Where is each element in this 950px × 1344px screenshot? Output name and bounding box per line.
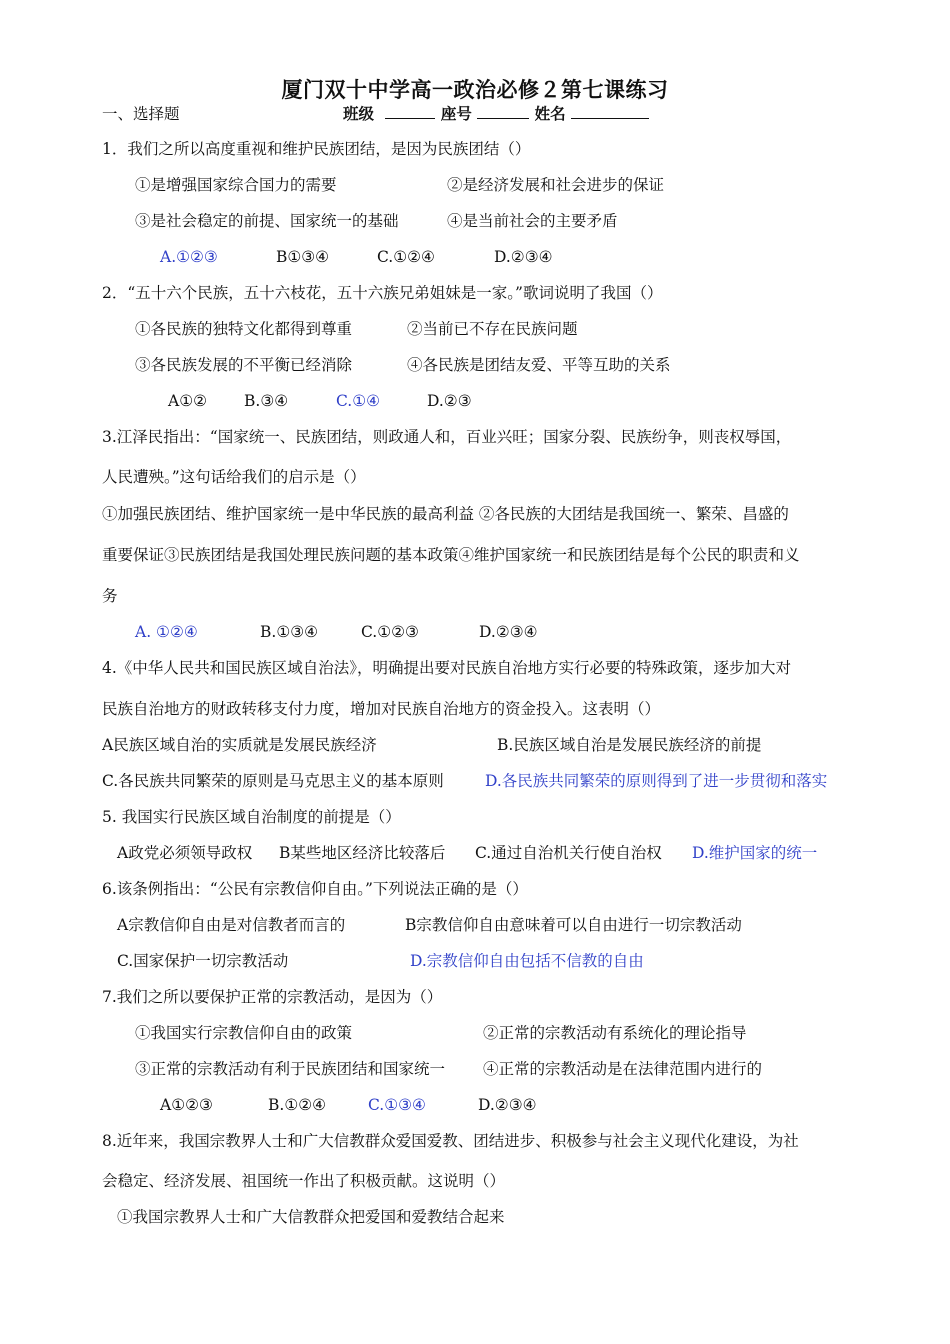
q1-statement-3: ③是社会稳定的前提、国家统一的基础 xyxy=(135,212,399,230)
q1-stem: 1．我们之所以高度重视和维护民族团结，是因为民族团结（） xyxy=(102,140,531,158)
q7-choices xyxy=(160,1095,537,1115)
q1-choices xyxy=(160,247,553,267)
q5-choices xyxy=(117,843,817,863)
q6-choice-c: C.国家保护一切宗教活动 xyxy=(117,952,289,970)
q8-statement-1: ①我国宗教界人士和广大信教群众把爱国和爱教结合起来 xyxy=(117,1208,505,1226)
q4-stem-line-2: 民族自治地方的财政转移支付力度，增加对民族自治地方的资金投入。这表明（） xyxy=(102,700,661,718)
q4-choice-b: B.民族区域自治是发展民族经济的前提 xyxy=(497,736,762,754)
q2-choice-b: B.③④ xyxy=(244,392,289,410)
q3-statements-line-2: 重要保证③民族团结是我国处理民族问题的基本政策④维护国家统一和民族团结是每个公民的职责和义 xyxy=(102,546,800,564)
q2-statement-3: ③各民族发展的不平衡已经消除 xyxy=(135,356,353,374)
q1-choice-a: A.①②③ xyxy=(160,248,218,266)
q7-statement-3: ③正常的宗教活动有利于民族团结和国家统一 xyxy=(135,1060,446,1078)
q5-choice-d: D.维护国家的统一 xyxy=(692,844,818,862)
q2-choice-d: D.②③ xyxy=(427,392,472,410)
q4-choice-c: C.各民族共同繁荣的原则是马克思主义的基本原则 xyxy=(102,772,444,790)
q6-choice-a: A宗教信仰自由是对信教者而言的 xyxy=(117,916,346,934)
q2-statement-4: ④各民族是团结友爱、平等互助的关系 xyxy=(407,356,671,374)
q2-choice-a: A①② xyxy=(168,392,207,410)
q3-statements-line-3: 务 xyxy=(102,587,118,605)
seat-blank xyxy=(477,104,529,119)
seat-label: 座号 xyxy=(440,104,472,123)
q7-choice-d: D.②③④ xyxy=(478,1096,537,1114)
q7-stem: 7.我们之所以要保护正常的宗教活动，是因为（） xyxy=(102,988,443,1006)
section-heading: 一、选择题 xyxy=(102,105,180,123)
q6-stem: 6.该条例指出：“公民有宗教信仰自由。”下列说法正确的是（） xyxy=(102,880,528,898)
q7-statement-1: ①我国实行宗教信仰自由的政策 xyxy=(135,1024,353,1042)
q7-statement-2: ②正常的宗教活动有系统化的理论指导 xyxy=(483,1024,747,1042)
page-title: 厦门双十中学高一政治必修２第七课练习 xyxy=(281,77,669,102)
q1-choice-d: D.②③④ xyxy=(494,248,553,266)
q1-choice-c: C.①②④ xyxy=(377,248,435,266)
q2-stem: 2．“五十六个民族，五十六枝花，五十六族兄弟姐妹是一家。”歌词说明了我国（） xyxy=(102,284,663,302)
q3-choice-a: A. ①②④ xyxy=(135,623,198,641)
q7-choice-c: C.①③④ xyxy=(368,1096,426,1114)
q5-choice-c: C.通过自治机关行使自治权 xyxy=(475,844,662,862)
q4-choice-a: A民族区域自治的实质就是发展民族经济 xyxy=(102,736,377,754)
q3-choice-b: B.①③④ xyxy=(260,623,319,641)
q2-choices xyxy=(168,391,472,411)
name-blank xyxy=(571,104,649,119)
q8-stem-line-1: 8.近年来，我国宗教界人士和广大信教群众爱国爱教、团结进步、积极参与社会主义现代化建设，为社 xyxy=(102,1132,799,1150)
q5-choice-a: A政党必须领导政权 xyxy=(117,844,253,862)
q1-statement-4: ④是当前社会的主要矛盾 xyxy=(447,212,618,230)
q6-choice-d: D.宗教信仰自由包括不信教的自由 xyxy=(410,952,644,970)
q3-choice-d: D.②③④ xyxy=(479,623,538,641)
q1-statement-2: ②是经济发展和社会进步的保证 xyxy=(447,176,665,194)
q3-stem-line-1: 3.江泽民指出：“国家统一、民族团结，则政通人和，百业兴旺；国家分裂、民族纷争，则丧权辱国， xyxy=(102,428,792,446)
q6-choice-b: B宗教信仰自由意味着可以自由进行一切宗教活动 xyxy=(405,916,742,934)
q1-choice-b: B①③④ xyxy=(276,248,330,266)
q8-stem-line-2: 会稳定、经济发展、祖国统一作出了积极贡献。这说明（） xyxy=(102,1172,506,1190)
q2-choice-c: C.①④ xyxy=(336,392,381,410)
q3-statements-line-1: ①加强民族团结、维护国家统一是中华民族的最高利益 ②各民族的大团结是我国统一、繁荣、昌盛的 xyxy=(102,505,789,523)
class-blank xyxy=(385,104,435,119)
q1-statement-1: ①是增强国家综合国力的需要 xyxy=(135,176,337,194)
q7-choice-b: B.①②④ xyxy=(268,1096,327,1114)
student-info xyxy=(343,104,649,124)
q3-choices xyxy=(135,622,538,642)
q2-statement-2: ②当前已不存在民族问题 xyxy=(407,320,578,338)
q3-choice-c: C.①②③ xyxy=(361,623,419,641)
q2-statement-1: ①各民族的独特文化都得到尊重 xyxy=(135,320,353,338)
name-label: 姓名 xyxy=(534,104,566,123)
q5-choice-b: B某些地区经济比较落后 xyxy=(279,844,446,862)
q7-choice-a: A①②③ xyxy=(160,1096,213,1114)
q5-stem: 5. 我国实行民族区域自治制度的前提是（） xyxy=(102,808,401,826)
q3-stem-line-2: 人民遭殃。”这句话给我们的启示是（） xyxy=(102,468,366,486)
q4-choice-d: D.各民族共同繁荣的原则得到了进一步贯彻和落实 xyxy=(485,772,828,790)
q7-statement-4: ④正常的宗教活动是在法律范围内进行的 xyxy=(483,1060,763,1078)
class-label: 班级 xyxy=(343,104,375,123)
q4-stem-line-1: 4.《中华人民共和国民族区域自治法》，明确提出要对民族自治地方实行必要的特殊政策，逐步加大对 xyxy=(102,659,792,677)
